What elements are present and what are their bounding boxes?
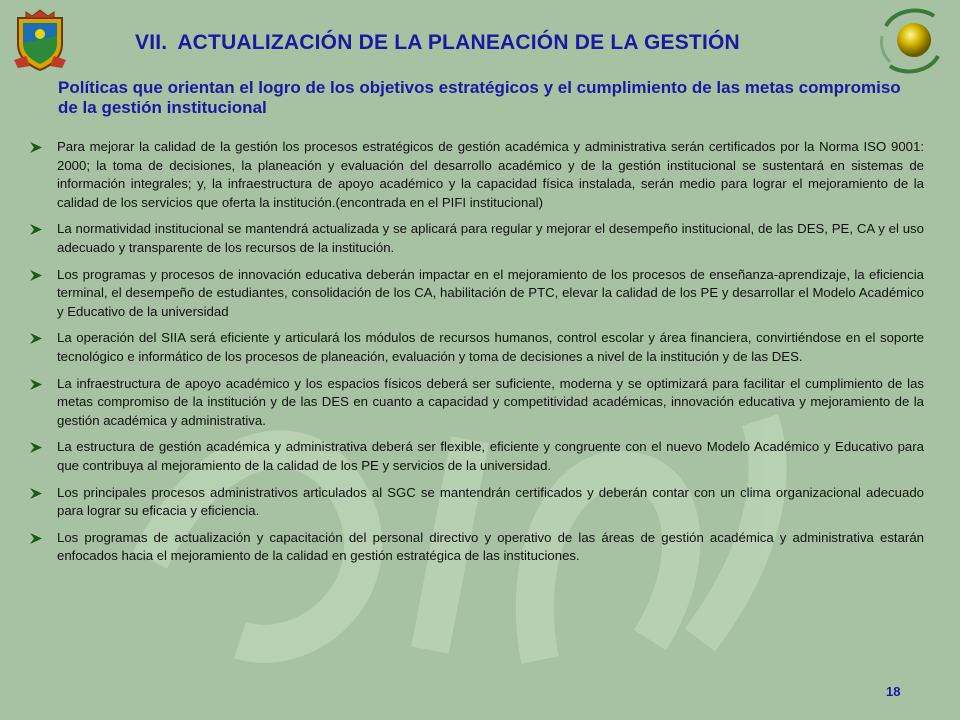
policy-list: [30, 138, 924, 574]
arrow-bullet-icon: [30, 442, 42, 453]
arrow-bullet-icon: [30, 270, 42, 281]
globe-orb-icon: [876, 6, 948, 76]
arrow-bullet-icon: [30, 224, 42, 235]
arrow-bullet-icon: [30, 533, 42, 544]
policy-text: La normatividad institucional se mantendrá actualizada y se aplicará para regular y mejorar el desempeño institucional, de las DES, PE, CA y el uso adecuado y transparente de los recursos de la institución.: [57, 221, 924, 255]
policy-item: [30, 329, 924, 366]
arrow-bullet-icon: [30, 488, 42, 499]
arrow-bullet-icon: [30, 379, 42, 390]
page-title: [135, 30, 835, 56]
section-number: VII.: [135, 31, 168, 54]
policy-item: [30, 266, 924, 322]
policy-text: Los programas y procesos de innovación educativa deberán impactar en el mejoramiento de los procesos de enseñanza-aprendizaje, la eficiencia terminal, el desempeño de estudiantes, consolidación de los CA, habilitación de PTC, elevar la calidad de los PE y desarrollar el Modelo Académico y Educativo de la universidad: [57, 266, 924, 319]
page-number: 18: [886, 684, 901, 699]
policy-text: La operación del SIIA será eficiente y articulará los módulos de recursos humanos, control escolar y área financiera, convirtiéndose en el soporte tecnológico e informático de los procesos de planeación, evaluación y toma de decisiones a nivel de la institución y de las DES.: [57, 330, 924, 364]
policy-item: [30, 220, 924, 257]
policy-text: Los principales procesos administrativos articulados al SGC se mantendrán certificados y deberán contar con un clima organizacional adecuado para lograr su eficacia y eficiencia.: [57, 484, 924, 519]
section-title: ACTUALIZACIÓN DE LA PLANEACIÓN DE LA GESTIÓN: [177, 31, 740, 54]
policy-text: La infraestructura de apoyo académico y los espacios físicos deberá ser suficiente, moderna y se optimizará para facilitar el cumplimiento de las metas compromiso de la institución y de las DES en cuanto a capacidad y competitividad académicas, innovación educativa y mejoramiento de la gestión académica y administrativa.: [57, 375, 924, 428]
policy-item: [30, 138, 924, 212]
arrow-bullet-icon: [30, 333, 42, 344]
policy-item: [30, 438, 924, 475]
policy-item: [30, 484, 924, 521]
policy-text: Los programas de actualización y capacitación del personal directivo y operativo de las áreas de gestión académica y administrativa estarán enfocados hacia el mejoramiento de la calidad en gestión estratégica de las instituciones.: [57, 529, 924, 564]
policy-item: [30, 375, 924, 431]
policy-text: La estructura de gestión académica y administrativa deberá ser flexible, eficiente y congruente con el nuevo Modelo Académico y Educativo para que contribuya al mejoramiento de la calidad de los PE y servicios de la universidad.: [57, 439, 924, 473]
policy-item: [30, 529, 924, 566]
policy-text: Para mejorar la calidad de la gestión los procesos estratégicos de gestión académica y administrativa serán certificados por la Norma ISO 9001: 2000; la toma de decisiones, la planeación y evaluación del desarrollo académico y de la gestión institucional se sustentará en sistemas de información integrales; y, la infraestructura de apoyo académico y la capacidad física instalada, serán medio para lograr el mejoramiento de la calidad de los servicios que oferta la institución.(encontrada en el PIFI institucional): [57, 139, 924, 210]
university-shield-icon: [12, 8, 68, 72]
arrow-bullet-icon: [30, 142, 42, 153]
page-subtitle: Políticas que orientan el logro de los objetivos estratégicos y el cumplimiento de las metas compromiso de la gestión institucional: [58, 78, 901, 117]
